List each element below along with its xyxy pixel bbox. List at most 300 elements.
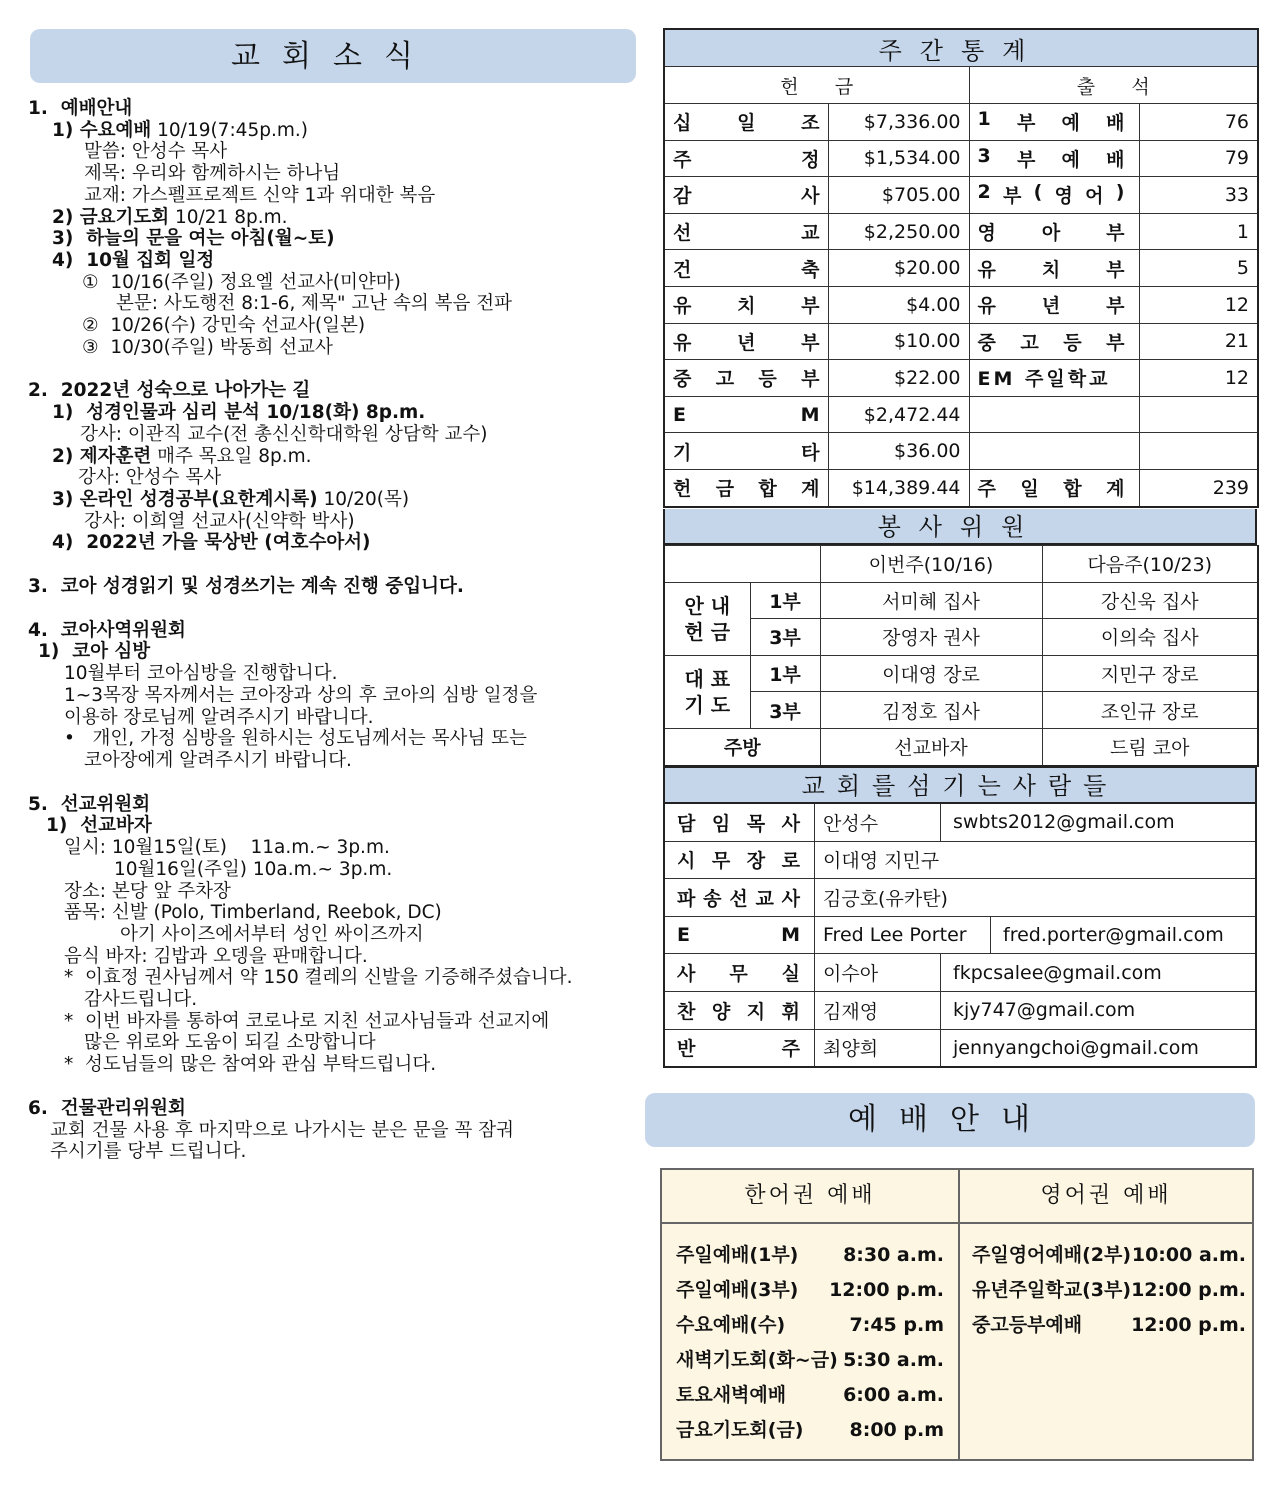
attendance-count: 5 — [1139, 250, 1258, 287]
servant-name: 이수아 — [815, 954, 941, 991]
news-gap — [28, 772, 648, 794]
label-char: 타 — [801, 441, 820, 464]
label-char: 정 — [801, 148, 820, 171]
english-worship-column — [960, 1170, 1252, 1459]
worship-name: 주일영어예배(2부) — [972, 1244, 1132, 1266]
servant-role — [665, 879, 815, 916]
news-line — [28, 293, 648, 315]
label-char: 2 — [977, 181, 991, 204]
news-line — [28, 98, 648, 120]
label-char: 배 — [1106, 112, 1125, 135]
servant-row — [665, 1030, 1255, 1067]
label-char: 건 — [673, 258, 692, 281]
service-empty-cell — [664, 546, 820, 583]
servant-email[interactable]: jennyangchoi@gmail.com — [953, 1036, 1199, 1059]
news-line-text: 장소: 본당 앞 주차장 — [64, 880, 231, 902]
news-line — [28, 1120, 648, 1142]
label-char: 반 — [677, 1038, 696, 1061]
news-line-text: 코아장에게 알려주시기 바랍니다. — [84, 749, 352, 771]
spread-label — [673, 364, 820, 391]
news-line-text: 3) 하늘의 문을 여는 아침(월~토) — [52, 228, 335, 250]
label-char: 등 — [758, 368, 777, 391]
label-char: 감 — [673, 185, 692, 208]
service-part: 3부 — [750, 619, 820, 656]
news-line-detail: 10/20(목) — [317, 488, 410, 510]
servant-role — [665, 992, 815, 1029]
stats-row — [664, 104, 1258, 141]
news-line — [28, 815, 648, 837]
news-line — [28, 446, 648, 468]
church-servants-title: 교회를섬기는사람들 — [663, 766, 1257, 804]
attendance-label — [969, 213, 1139, 250]
servant-name: 김재영 — [815, 992, 941, 1029]
offering-label — [664, 104, 828, 141]
service-next-week: 이의숙 집사 — [1042, 619, 1258, 656]
label-char: 부 — [1016, 112, 1036, 135]
news-line-text: 4. 코아사역위원회 — [28, 619, 186, 641]
servant-row — [665, 804, 1255, 842]
worship-name: 유년주일학교(3부) — [972, 1279, 1132, 1301]
servant-row — [665, 992, 1255, 1030]
offering-amount: $20.00 — [828, 250, 969, 287]
label-char: 임 — [711, 812, 731, 835]
worship-name: 주일예배(1부) — [676, 1244, 799, 1266]
news-line-text: 이용하 장로님께 알려주시기 바랍니다. — [64, 706, 374, 728]
worship-time: 8:00 p.m — [849, 1419, 944, 1441]
stats-row — [664, 140, 1258, 177]
stats-row — [664, 177, 1258, 214]
news-line — [28, 1054, 648, 1076]
label-char: 무 — [729, 963, 748, 986]
label-char: 찬 — [677, 1000, 696, 1023]
label-char: 로 — [781, 850, 800, 873]
news-line — [28, 467, 648, 489]
news-line-text: 음식 바자: 김밥과 오뎅을 판매합니다. — [64, 945, 368, 967]
label-char: 3 — [977, 144, 991, 167]
label-char: 계 — [801, 478, 820, 501]
offering-label — [664, 286, 828, 323]
news-line-text: 아기 사이즈에서부터 성인 싸이즈까지 — [120, 923, 424, 945]
news-line-text: 강사: 이관직 교수(전 총신신학대학원 상담학 교수) — [80, 423, 488, 445]
worship-time: 8:30 a.m. — [843, 1244, 944, 1266]
label-char: E — [677, 924, 690, 947]
news-line-text: 교재: 가스펠프로젝트 신약 1과 위대한 복음 — [84, 184, 436, 206]
news-line — [28, 141, 648, 163]
offering-label — [664, 433, 828, 470]
news-gap — [28, 598, 648, 620]
label-char: 파 — [677, 887, 696, 910]
attendance-count: 33 — [1139, 177, 1258, 214]
worship-info-banner: 예배안내 — [645, 1093, 1255, 1147]
offering-amount: $2,250.00 — [828, 213, 969, 250]
stats-row — [664, 250, 1258, 287]
label-char: 합 — [1063, 478, 1082, 501]
church-news-banner: 교회소식 — [30, 29, 636, 83]
news-line-text: 1~3목장 목자께서는 코아장과 상의 후 코아의 심방 일정을 — [64, 684, 538, 706]
spread-label — [978, 291, 1125, 318]
label-char: 부 — [1106, 222, 1125, 245]
attendance-count: 79 — [1139, 140, 1258, 177]
news-line-text: 제목: 우리와 함께하시는 하나님 — [84, 163, 341, 185]
news-line — [28, 989, 648, 1011]
spread-label — [978, 328, 1125, 355]
spread-label — [673, 218, 820, 245]
weekly-stats-table — [663, 28, 1259, 508]
spread-label — [978, 145, 1125, 172]
news-line-text: 품목: 신발 (Polo, Timberland, Reebok, DC) — [64, 902, 442, 924]
label-char: 년 — [1041, 295, 1061, 318]
label-char: 유 — [977, 258, 996, 281]
kitchen-this-week: 선교바자 — [820, 728, 1042, 765]
label-char: 사 — [781, 812, 800, 835]
label-char: 중 — [673, 368, 692, 391]
stats-row — [664, 469, 1258, 506]
news-line — [28, 424, 648, 446]
worship-time: 12:00 p.m. — [1131, 1279, 1247, 1301]
label-char: 시 — [677, 850, 696, 873]
label-char: 부 — [1016, 148, 1036, 171]
service-part: 1부 — [750, 582, 820, 619]
news-line-text: 6. 건물관리위원회 — [28, 1097, 186, 1119]
spread-label — [677, 846, 800, 873]
worship-item — [960, 1308, 1252, 1343]
kitchen-label: 주방 — [664, 728, 820, 765]
spread-label — [673, 145, 820, 172]
spread-label — [677, 884, 800, 911]
attendance-label — [969, 250, 1139, 287]
worship-name: 새벽기도회(화~금) — [676, 1349, 838, 1371]
attendance-count: 12 — [1139, 360, 1258, 397]
church-news-list — [28, 98, 648, 1163]
label-char: 예 — [1061, 148, 1080, 171]
label-char: 어 — [1085, 185, 1104, 208]
offering-amount: $36.00 — [828, 433, 969, 470]
label-char: 등 — [1063, 331, 1082, 354]
worship-item — [662, 1378, 958, 1413]
label-char: 송 — [703, 887, 722, 910]
service-this-week: 김정호 집사 — [820, 692, 1042, 729]
news-line — [28, 685, 648, 707]
label-char: 유 — [673, 331, 692, 354]
label-char: 교 — [801, 222, 820, 245]
label-char: M — [781, 924, 800, 947]
label-char: 부 — [801, 368, 820, 391]
worship-name: 중고등부예배 — [972, 1314, 1083, 1336]
spread-label — [673, 255, 820, 282]
news-line-text: 10월부터 코아심방을 진행합니다. — [64, 663, 338, 685]
news-line — [28, 380, 648, 402]
news-line-text: 강사: 이희열 선교사(신약학 박사) — [84, 510, 355, 532]
offering-label — [664, 469, 828, 506]
label-char: 부 — [1106, 331, 1125, 354]
attendance-label — [969, 396, 1139, 433]
label-char: 장 — [746, 850, 766, 873]
attendance-count: 12 — [1139, 286, 1258, 323]
news-line-text: 4) 2022년 가을 묵상반 (여호수아서) — [52, 532, 371, 554]
attendance-count: 1 — [1139, 213, 1258, 250]
news-line — [28, 902, 648, 924]
english-worship-header: 영어권 예배 — [960, 1170, 1252, 1224]
spread-label — [677, 924, 800, 946]
label-char: 계 — [1106, 478, 1125, 501]
label-char: 부 — [1106, 258, 1125, 281]
label-char: 지 — [746, 1000, 766, 1023]
news-line-text: • 개인, 가정 심방을 원하시는 성도님께서는 목사님 또는 — [64, 728, 527, 750]
stats-row — [664, 433, 1258, 470]
servant-role — [665, 917, 815, 954]
label-char: 교 — [755, 887, 774, 910]
stats-row — [664, 323, 1258, 360]
label-char: 일 — [1020, 478, 1039, 501]
worship-item — [662, 1238, 958, 1273]
news-line-text: * 이번 바자를 통하여 코로나로 지친 선교사님들과 선교지에 — [64, 1010, 550, 1032]
offering-amount: $10.00 — [828, 323, 969, 360]
attendance-label — [969, 177, 1139, 214]
offering-amount: $2,472.44 — [828, 396, 969, 433]
news-line — [28, 750, 648, 772]
news-line-text: 1) 선교바자 — [46, 815, 152, 837]
label-char: 주 — [781, 1038, 800, 1061]
service-part: 1부 — [750, 655, 820, 692]
label-char: 주 — [977, 478, 996, 501]
news-line-text: 10월16일(주일) 10a.m.~ 3p.m. — [114, 858, 393, 880]
service-this-week: 이대영 장로 — [820, 655, 1042, 692]
servant-name: 김긍호(유카탄) — [823, 887, 948, 910]
spread-label — [677, 997, 800, 1024]
servant-row — [665, 879, 1255, 917]
news-line-text: 2. 2022년 성숙으로 나아가는 길 — [28, 380, 311, 402]
label-char: 사 — [781, 887, 800, 910]
servant-email[interactable]: fkpcsalee@gmail.com — [953, 961, 1162, 984]
news-line-detail: 매주 목요일 8p.m. — [151, 445, 312, 467]
servant-row — [665, 842, 1255, 880]
label-char: 고 — [715, 368, 735, 391]
attendance-label — [969, 140, 1139, 177]
servant-role — [665, 1030, 815, 1067]
worship-item — [662, 1308, 958, 1343]
servant-row — [665, 917, 1255, 955]
offering-amount: $4.00 — [828, 286, 969, 323]
servant-email[interactable]: kjy747@gmail.com — [953, 999, 1136, 1022]
attendance-label — [969, 469, 1139, 506]
worship-schedule-box — [660, 1168, 1254, 1461]
news-line-text: 4) 10월 집회 일정 — [52, 249, 215, 271]
news-line-text: 강사: 안성수 목사 — [78, 467, 222, 489]
service-committee-table — [663, 545, 1259, 767]
stats-row — [664, 396, 1258, 433]
offering-label — [664, 250, 828, 287]
attendance-label — [969, 360, 1139, 397]
attendance-header: 출 석 — [969, 67, 1258, 104]
label-char: 실 — [781, 963, 800, 986]
korean-worship-column — [662, 1170, 960, 1459]
worship-time: 5:30 a.m. — [843, 1349, 944, 1371]
news-line — [28, 228, 648, 250]
label-char: 배 — [1106, 148, 1125, 171]
label-char: 부 — [1106, 295, 1125, 318]
spread-label — [673, 404, 820, 426]
spread-label — [978, 181, 1125, 208]
news-line-text: ① 10/16(주일) 정요엘 선교사(미얀마) — [82, 271, 401, 293]
news-line-title: 2) 제자훈련 — [52, 445, 152, 467]
news-line-text: 본문: 사도행전 8:1-6, 제목" 고난 속의 복음 전파 — [116, 293, 512, 315]
news-line-text: 1) 코아 심방 — [38, 641, 151, 663]
worship-time: 12:00 p.m. — [829, 1279, 944, 1301]
offering-amount: $14,389.44 — [828, 469, 969, 506]
servant-role — [665, 842, 815, 879]
service-next-week: 강신욱 집사 — [1042, 582, 1258, 619]
label-char: 주 — [673, 148, 692, 171]
spread-label — [978, 108, 1125, 135]
label-char: 유 — [977, 295, 996, 318]
label-char: 영 — [977, 222, 996, 245]
news-line — [28, 1098, 648, 1120]
offering-label — [664, 177, 828, 214]
news-line-text: * 이효정 권사님께서 약 150 켤레의 신발을 기증해주셨습니다. — [64, 967, 573, 989]
news-line — [28, 163, 648, 185]
representative-prayer-group: 대 표 기 도 — [664, 655, 750, 728]
news-line-text: 많은 위로와 도움이 되길 소망합니다 — [84, 1032, 376, 1054]
spread-label — [677, 959, 800, 986]
service-next-week: 지민구 장로 — [1042, 655, 1258, 692]
servant-role — [665, 804, 815, 841]
label-char: 조 — [801, 112, 820, 135]
news-line — [28, 924, 648, 946]
attendance-label — [969, 433, 1139, 470]
worship-name: 수요예배(수) — [676, 1314, 786, 1336]
label-char: 일 — [737, 112, 756, 135]
news-line — [28, 272, 648, 294]
label-char: 합 — [758, 478, 777, 501]
news-line-text: 3. 코아 성경읽기 및 성경쓰기는 계속 진행 중입니다. — [28, 576, 464, 598]
offering-amount: $7,336.00 — [828, 104, 969, 141]
news-line — [28, 185, 648, 207]
label-char: ) — [1115, 181, 1125, 204]
attendance-count — [1139, 433, 1258, 470]
news-line-text: 일시: 10월15일(토) 11a.m.~ 3p.m. — [64, 837, 390, 859]
news-line-text: 5. 선교위원회 — [28, 793, 151, 815]
label-char: 1 — [977, 108, 991, 131]
label-char: 사 — [801, 185, 820, 208]
attendance-count: 239 — [1139, 469, 1258, 506]
news-line — [28, 250, 648, 272]
label-char: 헌 — [673, 478, 692, 501]
news-line-text: 감사드립니다. — [84, 989, 198, 1011]
label-char: 예 — [1061, 112, 1080, 135]
worship-item — [662, 1343, 958, 1378]
news-line-text: 1. 예배안내 — [28, 98, 133, 119]
label-char: 휘 — [781, 1000, 800, 1023]
stats-row — [664, 286, 1258, 323]
spread-label — [673, 474, 820, 501]
news-line — [28, 641, 648, 663]
worship-time: 7:45 p.m — [849, 1314, 944, 1336]
worship-time: 6:00 a.m. — [843, 1384, 944, 1406]
label-char: 기 — [673, 441, 692, 464]
offering-label — [664, 140, 828, 177]
news-line-detail: 10/21 8p.m. — [169, 206, 288, 228]
offering-label — [664, 360, 828, 397]
next-week-header: 다음주(10/23) — [1042, 546, 1258, 583]
worship-time: 10:00 a.m. — [1131, 1244, 1246, 1266]
label-char: 무 — [711, 850, 731, 873]
worship-name: 금요기도회(금) — [676, 1419, 804, 1441]
offering-amount: $1,534.00 — [828, 140, 969, 177]
servant-name: 이대영 지민구 — [823, 850, 940, 873]
offering-label — [664, 323, 828, 360]
servant-name: 최양희 — [815, 1030, 941, 1067]
news-line — [28, 489, 648, 511]
spread-label — [978, 218, 1125, 245]
spread-label — [673, 328, 820, 355]
label-char: 부 — [1002, 185, 1022, 208]
news-line-text: 주시기를 당부 드립니다. — [50, 1141, 247, 1163]
attendance-label — [969, 286, 1139, 323]
servant-name: 안성수 — [815, 804, 941, 841]
spread-label — [673, 291, 820, 318]
attendance-label — [969, 323, 1139, 360]
news-line-text: * 성도님들의 많은 참여와 관심 부탁드립니다. — [64, 1054, 437, 1076]
news-line — [28, 337, 648, 359]
worship-name: 토요새벽예배 — [676, 1384, 787, 1406]
news-line-text: ③ 10/30(주일) 박동희 선교사 — [82, 336, 333, 358]
worship-item — [662, 1273, 958, 1308]
servant-email[interactable]: swbts2012@gmail.com — [953, 811, 1175, 834]
news-line — [28, 707, 648, 729]
label-char: 축 — [801, 258, 820, 281]
news-line — [28, 532, 648, 554]
news-gap — [28, 358, 648, 380]
stats-row — [664, 213, 1258, 250]
worship-name: 주일예배(3부) — [676, 1279, 799, 1301]
usher-offering-group: 안 내 헌 금 — [664, 582, 750, 655]
news-line-title: 1) 수요예배 — [52, 119, 152, 141]
service-this-week: 서미혜 집사 — [820, 582, 1042, 619]
offering-label — [664, 213, 828, 250]
news-line — [28, 1011, 648, 1033]
news-line — [28, 728, 648, 750]
label-char: E — [673, 403, 686, 426]
news-line-title: 2) 금요기도회 — [52, 206, 170, 228]
news-line — [28, 620, 648, 642]
worship-item — [960, 1238, 1252, 1273]
servant-email[interactable]: fred.porter@gmail.com — [1003, 924, 1224, 947]
korean-worship-header: 한어권 예배 — [662, 1170, 958, 1224]
news-line — [28, 120, 648, 142]
label-char: 영 — [1054, 185, 1073, 208]
label-char: 부 — [801, 331, 820, 354]
label-char: 목 — [746, 812, 766, 835]
service-committee-title: 봉사위원 — [663, 509, 1257, 545]
news-line-text: 말씀: 안성수 목사 — [84, 141, 228, 163]
worship-time: 12:00 p.m. — [1131, 1314, 1246, 1336]
worship-item — [960, 1273, 1252, 1308]
label-char: 부 — [801, 295, 820, 318]
weekly-stats-title: 주간통계 — [664, 29, 1258, 67]
spread-label — [673, 438, 820, 465]
news-line — [28, 1141, 648, 1163]
attendance-label-text: EM 주일학교 — [977, 368, 1111, 391]
spread-label — [673, 181, 820, 208]
label-char: 금 — [715, 478, 735, 501]
news-line-text: ② 10/26(수) 강민숙 선교사(일본) — [82, 315, 366, 337]
news-line — [28, 402, 648, 424]
service-part: 3부 — [750, 692, 820, 729]
news-gap — [28, 554, 648, 576]
attendance-label — [969, 104, 1139, 141]
label-char: 십 — [673, 112, 692, 135]
news-line — [28, 511, 648, 533]
